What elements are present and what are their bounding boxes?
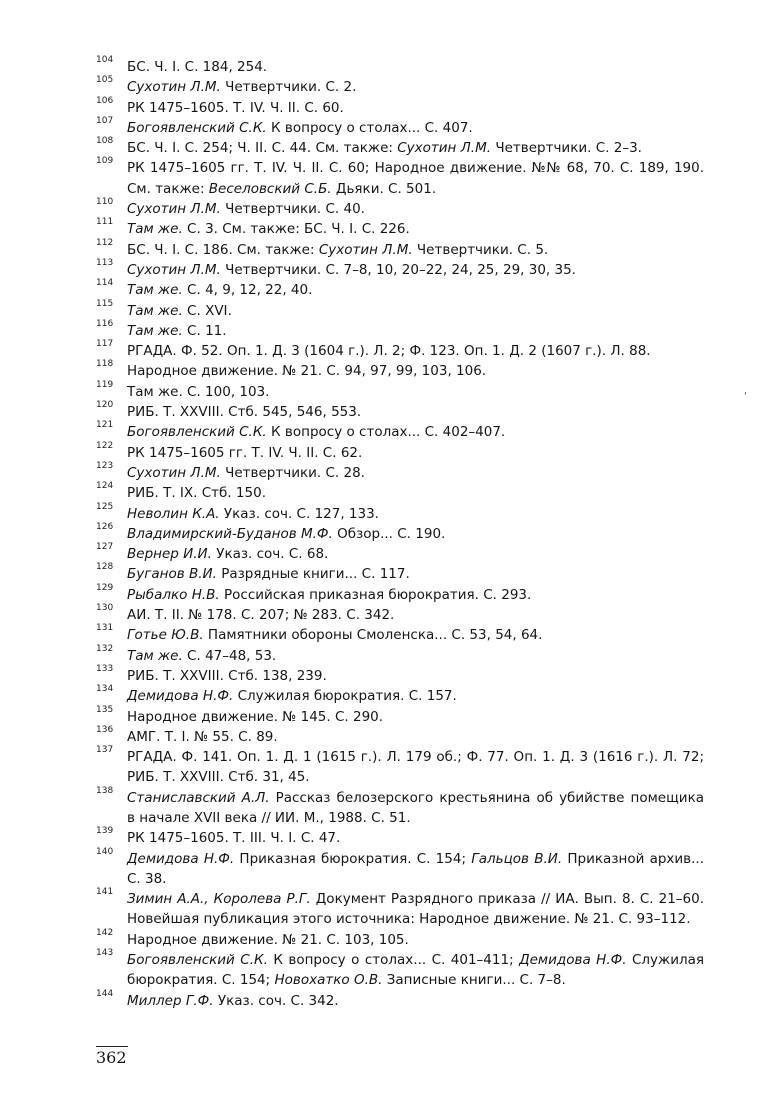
footnote-citation: РГАДА. Ф. 52. Оп. 1. Д. 3 (1604 г.). Л. 2; Ф. 123. Оп. 1. Д. 2 (1607 г.). Л. 88. <box>127 343 651 360</box>
footnote-number: 110 <box>96 197 114 208</box>
footnote-citation: С. 11. <box>182 322 227 339</box>
footnote <box>96 422 704 442</box>
footnote-citation: Указ. соч. С. 127, 133. <box>219 505 379 522</box>
footnote-text <box>127 100 344 116</box>
footnote-text <box>127 424 505 440</box>
footnote-citation: Записные книги... С. 7–8. <box>382 972 566 989</box>
footnote-author: Готье Ю.В. <box>127 627 204 644</box>
footnote-citation: РК 1475–1605 гг. Т. IV. Ч. II. С. 60; Народное движение. №№ 68, 70. С. 189, 190. См. также: <box>127 160 704 197</box>
footnote-citation: С. 3. См. также: БС. Ч. I. С. 226. <box>182 221 410 238</box>
footnote-number: 117 <box>96 339 114 350</box>
footnote-citation: К вопросу о столах... С. 402–407. <box>266 424 506 441</box>
footnote <box>96 686 704 706</box>
footnote-text <box>127 830 340 846</box>
footnote-citation: Документ Разрядного приказа // ИА. Вып. 8. С. 21–60. Новейшая публикация этого источника: Народное движение. № 21. С. 93–112. <box>127 891 704 928</box>
footnote <box>96 747 704 788</box>
footnote-citation: Рассказ белозерского крестьянина об убийстве помещика в начале XVII века // ИИ. М., 1988. С. 51. <box>127 789 705 826</box>
footnote <box>96 501 704 524</box>
footnote-text <box>127 709 383 725</box>
footnote <box>96 77 704 97</box>
footnote-number: 140 <box>96 846 114 857</box>
footnote-author: Вернер И.И. <box>127 546 212 563</box>
footnote-number: 106 <box>96 95 114 106</box>
footnote-citation: БС. Ч. I. С. 186. См. также: <box>127 241 319 258</box>
footnote <box>96 564 704 584</box>
footnote-author: Там же. <box>127 647 183 664</box>
footnote-text <box>127 932 409 948</box>
footnote-text <box>127 790 704 826</box>
footnote-text <box>127 952 704 988</box>
footnote-text <box>127 120 473 136</box>
footnote-number: 138 <box>96 785 114 796</box>
footnote-author: Владимирский-Буданов М.Ф. <box>127 525 333 542</box>
footnote <box>96 846 705 890</box>
footnote <box>96 605 704 625</box>
footnote-number: 119 <box>96 379 114 390</box>
footnote <box>96 521 704 544</box>
footnote-text <box>127 668 327 684</box>
footnote <box>96 57 704 77</box>
page-number: 362 <box>96 1048 127 1067</box>
footnote <box>96 280 704 300</box>
footnote-citation: Там же. С. 100, 103. <box>127 383 270 400</box>
footnote-citation: Разрядные книги... С. 117. <box>216 566 410 583</box>
footnote <box>96 460 704 483</box>
footnote-number: 144 <box>96 988 114 999</box>
footnote-citation: БС. Ч. I. С. 184, 254. <box>127 59 268 75</box>
footnote-number: 112 <box>96 237 114 248</box>
footnote <box>96 544 704 564</box>
footnote-number: 143 <box>96 948 114 959</box>
footnote-text <box>127 282 312 298</box>
footnote <box>96 138 704 158</box>
footnote-text <box>127 221 410 237</box>
footnote-number: 129 <box>96 582 114 593</box>
footnote-number: 120 <box>96 400 114 411</box>
footnote-author: Там же. <box>127 221 183 238</box>
footnote-number: 135 <box>96 704 114 715</box>
footnote <box>96 889 704 930</box>
footnote-citation: К вопросу о столах... С. 407. <box>266 119 473 136</box>
footnote <box>96 663 704 686</box>
footnote-text <box>127 729 278 745</box>
footnote-text <box>127 363 486 379</box>
footnote <box>96 115 704 138</box>
footnote-text <box>127 506 379 522</box>
footnote-number: 107 <box>96 115 114 126</box>
footnote-number: 142 <box>96 927 114 938</box>
footnote-text <box>127 262 576 278</box>
footnote-author: Сухотин Л.М. <box>397 140 492 157</box>
footnote-citation: Четвертчики. С. 2–3. <box>491 140 642 157</box>
footnote-author: Неволин К.А. <box>127 505 220 522</box>
footnote-author: Новохатко О.В. <box>274 972 383 989</box>
footnote-citation: Приказной архив... С. 38. <box>127 850 705 887</box>
footnote-text <box>127 343 651 359</box>
footnote-citation: Четвертчики. С. 2. <box>220 79 357 96</box>
footnote-number: 130 <box>96 603 114 614</box>
footnote <box>96 379 704 402</box>
footnote-citation: С. 47–48, 53. <box>182 647 277 664</box>
footnote-text <box>127 445 362 461</box>
footnote-text <box>127 404 361 420</box>
footnote-text <box>127 688 457 704</box>
footnote-number: 108 <box>96 136 114 147</box>
footnote <box>96 318 704 341</box>
footnote <box>96 582 704 605</box>
footnote-number: 118 <box>96 359 114 370</box>
footnote-author: Там же. <box>127 282 183 299</box>
footnote-number: 137 <box>96 745 114 756</box>
footnote <box>96 625 704 645</box>
footnote-citation: Четвертчики. С. 40. <box>220 201 365 218</box>
footnote-number: 126 <box>96 521 114 532</box>
footnote-citation: Народное движение. № 145. С. 290. <box>127 708 384 725</box>
footnote-citation: РИБ. Т. IX. Стб. 150. <box>127 485 266 502</box>
footnote-author: Станиславский А.Л. <box>127 789 270 806</box>
footnote <box>96 440 704 463</box>
page-number-rule <box>96 1046 128 1047</box>
footnote-author: Сухотин Л.М. <box>127 79 221 96</box>
footnote-citation: РК 1475–1605 гг. Т. IV. Ч. II. С. 62. <box>127 444 363 461</box>
footnote-number: 121 <box>96 420 114 431</box>
footnote-author: Сухотин Л.М. <box>127 464 221 481</box>
footnote <box>96 828 704 848</box>
margin-mark: ‘ <box>744 391 748 402</box>
footnote-citation: Приказная бюрократия. С. 154; <box>234 850 472 867</box>
footnote-citation: РИБ. Т. XXVIII. Стб. 138, 239. <box>127 667 327 684</box>
footnote-text <box>127 546 328 562</box>
footnote-citation: С. 4, 9, 12, 22, 40. <box>182 282 313 299</box>
footnote <box>96 237 704 260</box>
footnote-citation: Четвертчики. С. 28. <box>220 464 365 481</box>
footnote-citation: С. XVI. <box>182 302 232 319</box>
footnote-text <box>127 79 356 95</box>
footnote-text <box>127 891 704 927</box>
footnote-author: Рыбалко Н.В. <box>127 586 220 603</box>
footnote-number: 128 <box>96 562 114 573</box>
footnote-number: 127 <box>96 542 114 553</box>
footnote-number: 131 <box>96 623 114 634</box>
footnote-author: Веселовский С.Б. <box>208 180 332 197</box>
footnote-citation: Народное движение. № 21. С. 103, 105. <box>127 931 409 948</box>
footnote-author: Богоявленский С.К. <box>127 119 267 136</box>
footnote-number: 136 <box>96 724 114 735</box>
footnote-text <box>127 485 266 501</box>
footnote-text <box>127 303 232 319</box>
footnote-number: 133 <box>96 663 114 674</box>
footnote-citation: Четвертчики. С. 7–8, 10, 20–22, 24, 25, 29, 30, 35. <box>220 261 576 278</box>
footnote-number: 113 <box>96 257 114 268</box>
footnote-author: Демидова Н.Ф. <box>127 850 235 867</box>
footnote <box>96 927 704 950</box>
footnote-text <box>127 526 445 542</box>
footnote-number: 109 <box>96 156 114 167</box>
footnote-text <box>127 323 227 339</box>
footnote <box>96 361 704 381</box>
footnote-text <box>127 140 642 156</box>
footnote-text <box>127 648 276 664</box>
footnote-text <box>127 993 339 1009</box>
footnote-citation: Народное движение. № 21. С. 94, 97, 99, 103, 106. <box>127 363 487 380</box>
footnote-citation: Российская приказная бюрократия. С. 293. <box>219 586 532 603</box>
footnote-citation: РК 1475–1605. Т. IV. Ч. II. С. 60. <box>127 99 344 116</box>
footnote-number: 116 <box>96 318 114 329</box>
footnote <box>96 341 704 361</box>
footnote-number: 123 <box>96 460 114 471</box>
footnote-citation: Служилая бюрократия. С. 154; <box>127 952 704 989</box>
footnote-citation: Указ. соч. С. 68. <box>211 546 329 563</box>
footnote-text <box>127 749 704 785</box>
footnote-citation: Дьяки. С. 501. <box>331 180 437 197</box>
footnote <box>96 257 704 280</box>
footnote-citation: РГАДА. Ф. 141. Оп. 1. Д. 1 (1615 г.). Л. 179 об.; Ф. 77. Оп. 1. Д. 3 (1616 г.). Л. 72; РИБ. Т. XXVIII. Стб. 31, 45. <box>127 749 704 786</box>
footnote <box>96 219 704 239</box>
footnote-number: 134 <box>96 684 114 695</box>
footnote-number: 104 <box>96 55 114 65</box>
footnote-citation: Указ. соч. С. 342. <box>213 992 339 1009</box>
footnote <box>96 704 704 727</box>
footnote <box>96 483 704 503</box>
footnote-text <box>127 160 704 196</box>
footnote-number: 132 <box>96 643 114 654</box>
footnote-text <box>127 627 542 643</box>
footnote-text <box>127 587 531 603</box>
footnote-text <box>127 607 394 623</box>
footnote <box>96 298 704 321</box>
footnote <box>96 402 704 422</box>
footnote-author: Миллер Г.Ф. <box>127 992 214 1009</box>
footnote-number: 125 <box>96 501 114 512</box>
footnote <box>96 95 704 118</box>
footnote-text <box>127 59 267 75</box>
footnote-author: Гальцов В.И. <box>471 850 563 867</box>
footnote-author: Сухотин Л.М. <box>318 241 413 258</box>
footnote-citation: РК 1475–1605. Т. III. Ч. I. С. 47. <box>127 830 341 847</box>
footnote-author: Там же. <box>127 302 183 319</box>
footnote-author: Буганов В.И. <box>127 566 217 583</box>
footnote-citation: К вопросу о столах... С. 401–411; <box>267 952 520 969</box>
footnote-number: 115 <box>96 298 114 309</box>
footnote-author: Богоявленский С.К. <box>127 424 267 441</box>
footnote <box>96 724 704 747</box>
footnote-number: 139 <box>96 826 114 837</box>
footnote <box>96 785 705 829</box>
footnote-number: 114 <box>96 278 114 289</box>
footnote-number: 124 <box>96 481 114 492</box>
footnote-text <box>127 465 365 481</box>
footnote-author: Зимин А.А., Королева Р.Г. <box>127 891 311 908</box>
footnote-text <box>127 851 704 887</box>
footnotes-list <box>96 57 704 1011</box>
footnote-text <box>127 566 410 582</box>
footnote <box>96 643 704 666</box>
footnote-citation: АМГ. Т. I. № 55. С. 89. <box>127 728 278 745</box>
footnote-text <box>127 242 548 258</box>
footnote-number: 111 <box>96 217 114 228</box>
footnote-citation: АИ. Т. II. № 178. С. 207; № 283. С. 342. <box>127 607 395 624</box>
footnote-author: Там же. <box>127 322 183 339</box>
footnote <box>96 199 704 219</box>
footnote-citation: Памятники обороны Смоленска... С. 53, 54, 64. <box>203 627 543 644</box>
footnote-author: Демидова Н.Ф. <box>127 688 234 705</box>
footnote <box>96 988 704 1011</box>
footnote <box>96 950 704 991</box>
footnote-citation: РИБ. Т. XXVIII. Стб. 545, 546, 553. <box>127 404 362 421</box>
footnote-citation: БС. Ч. I. С. 254; Ч. II. С. 44. См. также: <box>127 140 398 157</box>
footnote <box>96 158 704 199</box>
footnote-text <box>127 201 365 217</box>
footnote-author: Богоявленский С.К. <box>127 952 268 969</box>
footnote-number: 122 <box>96 440 114 451</box>
footnote-text <box>127 384 269 400</box>
footnote-author: Демидова Н.Ф. <box>519 952 627 969</box>
footnote-citation: Служилая бюрократия. С. 157. <box>233 688 457 705</box>
footnote-number: 141 <box>96 887 114 898</box>
footnote-author: Сухотин Л.М. <box>127 201 221 218</box>
footnote-author: Сухотин Л.М. <box>127 261 221 278</box>
footnote-number: 105 <box>96 75 114 86</box>
footnote-citation: Четвертчики. С. 5. <box>412 241 549 258</box>
footnote-citation: Обзор... С. 190. <box>332 525 446 542</box>
